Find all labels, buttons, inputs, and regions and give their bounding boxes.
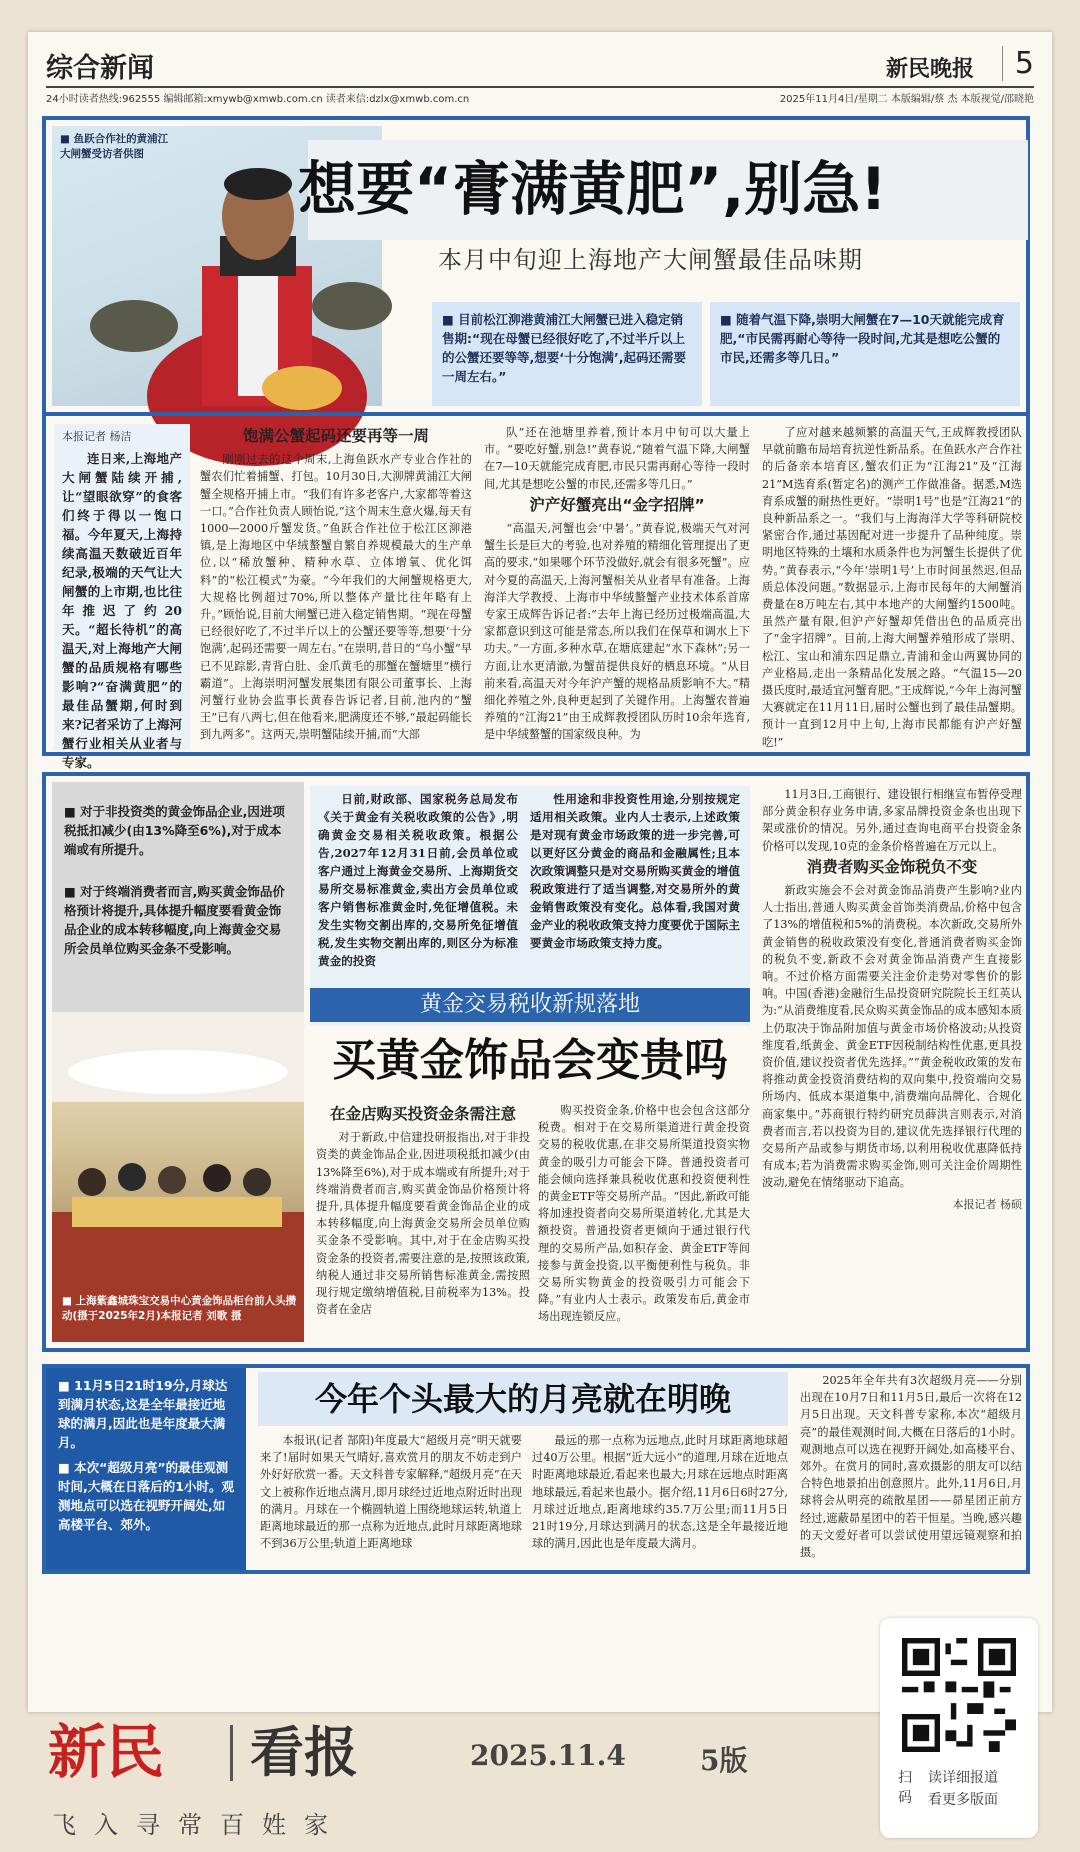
crab-lead: 连日来,上海地产大闸蟹陆续开捕,让“望眼欲穿”的食客们终于得以一饱口福。今年夏天,上海持续高温天数破近百年纪录,极端的天气让大闸蟹的上市期,也比往年推迟了约20天。“超长待机”的高温天,对上海地产大闸蟹的品质规格有哪些影响?“奋满黄肥”的最佳品蟹期,何时到来?记者采访了上海河蟹行业相关从业者与专家。 [62,451,182,771]
gold-shop-photo [52,1012,304,1342]
gold-column-b [538,1102,750,1346]
gold-col-c1-text: 11月3日,工商银行、建设银行相继宣布暂停受理部分黄金积存业务申请,多家品牌投资金条也出现下架或涨价的情况。另外,通过查询电商平台投资金条价格可以发现,10克的金条价格普遍在万元以上。 [762,788,1022,853]
crab-subhead-1: 饱满公蟹起码还要再等一周 [242,427,429,445]
crab-col3b-text: “高温天,河蟹也会‘中暑’。”黄春说,极端天气对河蟹生长是巨大的考验,也对养殖的精细化管理提出了更高的要求,“如果哪个环节没做好,就会有很多死蟹”。应对今夏的高温天,上海河蟹相关从业者早有准备。上海海洋大学教授、上海市中华绒螯蟹产业技术体系首席专家王成辉告诉记者:“去年上海已经历过极端高温,大家都意识到这可能是常态,所以我们在保草和调水上下功夫。”一方面,多种水草,在塘底建起“水下森林”;另一方面,让水更清澈,为蟹苗提供良好的栖息环境。“从目前来看,高温天对今年沪产蟹的规格品质影响不大。”精细化养殖之外,良种更起到了关键作用。上海蟹农普遍养殖的“江海21”由王成辉教授团队历时10余年选育,是中华绒螯蟹的国家级良种。为 [484,522,750,742]
gold-subhead-1: 在金店购买投资金条需注意 [329,1105,516,1123]
crab-column-3 [484,424,750,750]
moon-col-a-text: 本报讯(记者 郜阳)年度最大“超级月亮”明天就要来了!届时如果天气晴好,喜欢赏月的朋友不妨走到户外好好欣赏一番。天文科普专家解释,“超级月亮”在天文上被称作近地点满月,即月球经过近地点附近时出现的满月。月球在一个椭圆轨道上围绕地球运转,轨道上距离地球最近的那一点称为近地点,此时月球距离地球不到36万公里;轨道上距离地球 [260,1434,522,1551]
crab-photo-caption: ■ 鱼跃合作社的黄浦江大闸蟹受访者供图 [60,133,169,160]
blue-divider [46,412,1026,416]
crab-headline: 想要“膏满黄肥”,别急! [298,155,887,223]
crab-subheadline: 本月中旬迎上海地产大闸蟹最佳品味期 [438,246,863,274]
logo-divider [230,1725,233,1781]
moon-summary-1: ■ 11月5日21时19分,月球达到满月状态,这是全年最接近地球的满月,因此也是年度最大满月。 [58,1378,228,1450]
footer-slogan: 飞入寻常百姓家 [52,1811,346,1839]
brand-name: 新民晚报 [885,56,974,82]
gold-column-c [762,786,1022,1346]
gold-lead-2-text: 性用途和非投资性用途,分别按规定适用相关政策。业内人士表示,上述政策是对现有黄金市场政策的进一步完善,可以更好区分黄金的商品和金融属性;且本次政策调整只是对交易所购买黄金的增值税政策进行了适当调整,对交易所外的黄金销售政策没有变化。总体看,我国对黄金产业的税收政策支持力度要优于国际主要黄金市场政策支持力度。 [530,792,740,950]
qr-card[interactable] [880,1618,1038,1838]
gold-lead-1-text: 日前,财政部、国家税务总局发布《关于黄金有关税收政策的公告》,明确黄金交易相关税收政策。根据公告,2027年12月31日前,会员单位或客户通过上海黄金交易所、上海期货交易所交易标准黄金,卖出方会员单位或客户销售标准黄金时,免征增值税。未发生实物交割出库的,交易所免征增值税,发生实物交割出库的,则区分为标准黄金的投资 [318,792,518,968]
moon-col-c-text: 2025年全年共有3次超级月亮——分别出现在10月7日和11月5日,最后一次将在12月5日出现。天文科普专家称,本次“超级月亮”的最佳观测时间,大概在日落后的1小时。观测地点可以选在视野开阔处,如高楼平台、郊外。在赏月的同时,喜欢摄影的朋友可以结合特色地景拍出创意照片。此外,11月6日,月球将会从明亮的疏散星团——昴星团正前方经过,遮蔽昴星团中的若干恒星。当晚,感兴趣的天文爱好者可以尝试使用望远镜观察和拍摄。 [800,1374,1022,1560]
footer-edition: 5版 [700,1744,748,1777]
gold-summary-2: ■ 对于终端消费者而言,购买黄金饰品价格预计将提升,具体提升幅度要看黄金饰品企业的成本转移幅度,向上海黄金交易所会员单位购买金条不受影响。 [64,884,285,956]
section-name: 综合新闻 [46,53,154,84]
crab-col3a-text: 队”还在池塘里养着,预计本月中旬可以大量上市。“要吃好蟹,别急!”黄春说,“随着气温下降,大闸蟹在7—10天就能完成育肥,市民只需再耐心等待一段时间,尤其是想吃公蟹的市民,还需多等几日。” [484,426,750,491]
moon-column-a [260,1432,522,1568]
moon-summary-box [46,1368,246,1570]
masthead [46,46,1034,88]
logo-xinmin: 新民 [48,1718,165,1786]
page-number: 5 [1002,46,1034,81]
date-editor-info: 2025年11月4日/星期二 本版编辑/蔡 杰 本版视觉/邵晓艳 [779,94,1034,105]
newspaper-page [28,32,1052,1712]
gold-column-a [316,1102,530,1346]
moon-column-c [800,1372,1022,1568]
crab-summary-2: ■ 随着气温下降,崇明大闸蟹在7—10天就能完成育肥,“市民需再耐心等待一段时间,尤其是想吃公蟹的市民,还需多等几日。” [710,302,1020,406]
qr-text-line-1: 读详细报道 [928,1770,998,1786]
gold-col-a-text: 对于新政,中信建投研报指出,对于非投资类的黄金饰品企业,因进项税抵扣减少(由13%降至6%),对于成本端或有所提升;对于终端消费者而言,购买黄金饰品价格预计将提升,具体提升幅度要看黄金饰品企业的成本转移幅度,向上海黄金交易所会员单位购买金条不受影响。其中,对于在金店购买投资金条的投资者,需要注意的是,按照该政策,纳税人通过非交易所销售标准黄金,需按照现行规定缴纳增值税,目前税率为13%。投资者在金店 [316,1131,530,1317]
crab-byline: 本报记者 杨洁 [62,430,132,443]
qr-text-line-2: 看更多版面 [928,1792,998,1808]
footer-date: 2025.11.4 [470,1739,626,1772]
gold-summary-1: ■ 对于非投资类的黄金饰品企业,因进项税抵扣减少(由13%降至6%),对于成本端或有所提升。 [64,804,285,857]
gold-col-b-text: 购买投资金条,价格中也会包含这部分税费。相对于在交易所渠道进行黄金投资交易的税收优惠,在非交易所渠道投资实物黄金的吸引力可能会下降。普通投资者可能会倾向选择兼具税收优惠和投资便利性的黄金ETF等交易所产品。“因此,新政可能将加速投资者向交易所渠道转化,尤其是大额投资。普通投资者更倾向于通过银行代理的交易所产品,如积存金、黄金ETF等间接参与黄金投资,以平衡便利性与税负。非交易所实物黄金的投资吸引力可能会下降。”有业内人士表示。政策发布后,黄金市场出现连锁反应。 [538,1104,750,1324]
crab-column-2 [200,424,472,750]
crab-col4-text: 了应对越来越频繁的高温天气,王成辉教授团队早就前瞻布局培育抗逆性新品系。在鱼跃水产合作社的后备亲本培育区,蟹农们正为“江海21”及“江海21”M选育系(暂定名)的测产工作做准备。据悉,M选育系成蟹的耐热性更好。“崇明1号”也是“江海21”的良种新品系之一。“我们与上海海洋大学等科研院校紧密合作,通过基因配对进一步提升了品种纯度。崇明地区特殊的土壤和水质条件也为河蟹生长提供了优势。”黄春表示,“今年‘崇明1号’上市时间虽然迟,但品质总体没问题。”数据显示,上海市民每年的大闸蟹消费量在8万吨左右,其中本地产的大闸蟹约1500吨。虽然产量有限,但沪产好蟹却凭借出色的品质亮出了“金字招牌”。目前,上海大闸蟹养殖形成了崇明、松江、宝山和浦东四足鼎立,青浦和金山两翼协同的产业格局,走出一条精品化发展之路。“气温15—20摄氏度时,最适宜河蟹育肥。”王成辉说,“今年上海河蟹大赛就定在11月11日,届时公蟹也到了最佳品蟹期。预计一直到12月中上旬,上海市民都能有沪产好蟹吃!” [762,426,1022,749]
moon-column-b [532,1432,788,1568]
logo-kanbao: 看报 [250,1720,358,1784]
crab-col2-text: 刚刚过去的这个周末,上海鱼跃水产专业合作社的蟹农们忙着捕蟹、打包。10月30日,大泖牌黄浦江大闸蟹全规格开捕上市。“我们有许多老客户,大家都等着这一口。”合作社负责人顾怡说,“这个周末生意火爆,每天有1000—2000斤蟹发货。”鱼跃合作社位于松江区泖港镇,是上海地区中华绒螯蟹自繁自养规模最大的生产单位,以“稀放蟹种、精种水草、立体增氧、优化饵料”的“松江模式”为豪。“今年我们的大闸蟹规格更大,大规格比例超过70%,所以整体产量比往年略有上升。”顾怡说,目前大闸蟹已进入稳定销售期。“现在母蟹已经很好吃了,不过半斤以上的公蟹还要等等,想要‘十分饱满’,起码还需要一周左右。”在崇明,昔日的“乌小蟹”早已不见踪影,青背白肚、金爪黄毛的那蟹在蟹塘里“横行霸道”。上海崇明河蟹发展集团有限公司董事长、上海河蟹行业协会监事长黄春告诉记者,目前,池内的“蟹王”已有八两七,但在他看来,肥满度还不够,“最起码能长到九两多”。这两天,崇明蟹陆续开捕,而“大部 [200,453,472,742]
crab-lead-column [54,424,190,771]
qr-code-icon[interactable] [902,1638,1016,1752]
contact-info: 24小时读者热线:962555 编辑邮箱:xmywb@xmwb.com.cn 读者来信:dzlx@xmwb.com.cn [46,94,470,105]
moon-headline: 今年个头最大的月亮就在明晚 [314,1380,731,1418]
crab-subhead-2: 沪产好蟹亮出“金字招牌” [529,495,705,514]
info-line [46,90,1034,106]
qr-scan-label: 扫码 [898,1770,912,1806]
gold-col-c2-text: 新政实施会不会对黄金饰品消费产生影响?业内人士指出,普通人购买黄金首饰类消费品,价格中包含了13%的增值税和5%的消费税。本次新政,交易所外黄金销售的税收政策没有变化,普通消费者购买金饰的税负不变,新政不会对黄金饰品消费产生直接影响。不过价格方面需要关注金价走势对零售价的影响。中国(香港)金融衍生品投资研究院院长王红英认为:“从消费维度看,民众购买黄金饰品的成本感知本质上仍取决于饰品附加值与黄金市场价格波动;从投资维度看,纸黄金、黄金ETF因税制结构性优惠,更具投资价值,建议投资者优先选择。”“黄金税收政策的发布将推动黄金投资消费结构的双向集中,投资端向交易所场内、低成本渠道集中,消费端向品牌化、合规化商家集中。”苏商银行特约研究员薛洪言则表示,对消费者而言,若以投资为目的,建议优先选择银行代理的交易所产品或参与期货市场,以利用税收优惠降低持有成本;若为消费需求购买金饰,则可关注金价周期性波动,避免在情绪驱动下追高。 [762,884,1022,1190]
crab-summary-1: ■ 目前松江泖港黄浦江大闸蟹已进入稳定销售期:“现在母蟹已经很好吃了,不过半斤以上的公蟹还要等等,想要‘十分饱满’,起码还需要一周左右。” [432,302,702,406]
crab-column-4 [762,424,1022,750]
gold-shop-illustration [52,1012,304,1342]
gold-lead-2 [530,790,740,980]
gold-subhead-2: 消费者购买金饰税负不变 [806,857,978,876]
gold-lead-1 [318,790,518,1020]
gold-kicker: 黄金交易税收新规落地 [310,988,750,1022]
gold-headline: 买黄金饰品会变贵吗 [332,1035,728,1086]
moon-col-b-text: 最远的那一点称为远地点,此时月球距离地球超过40万公里。根据“近大远小”的道理,月球在近地点时距离地球最近,看起来也最大;月球在远地点时距离地球最远,看起来也最小。据介绍,11月6日6时27分,月球过近地点,距离地球约35.7万公里;而11月5日21时19分,月球达到满月的状态,这是全年最接近地球的满月,因此也是年度最大满月。 [532,1434,788,1551]
gold-photo-caption: ■ 上海紫鑫城珠宝交易中心黄金饰品柜台前人头攒动(摄于2025年2月)本报记者 刘歌 摄 [62,1295,297,1322]
moon-summary-2: ■ 本次“超级月亮”的最佳观测时间,大概在日落后的1小时。观测地点可以选在视野开阔处,如高楼平台、郊外。 [58,1460,234,1532]
gold-byline: 本报记者 杨硕 [952,1197,1022,1211]
